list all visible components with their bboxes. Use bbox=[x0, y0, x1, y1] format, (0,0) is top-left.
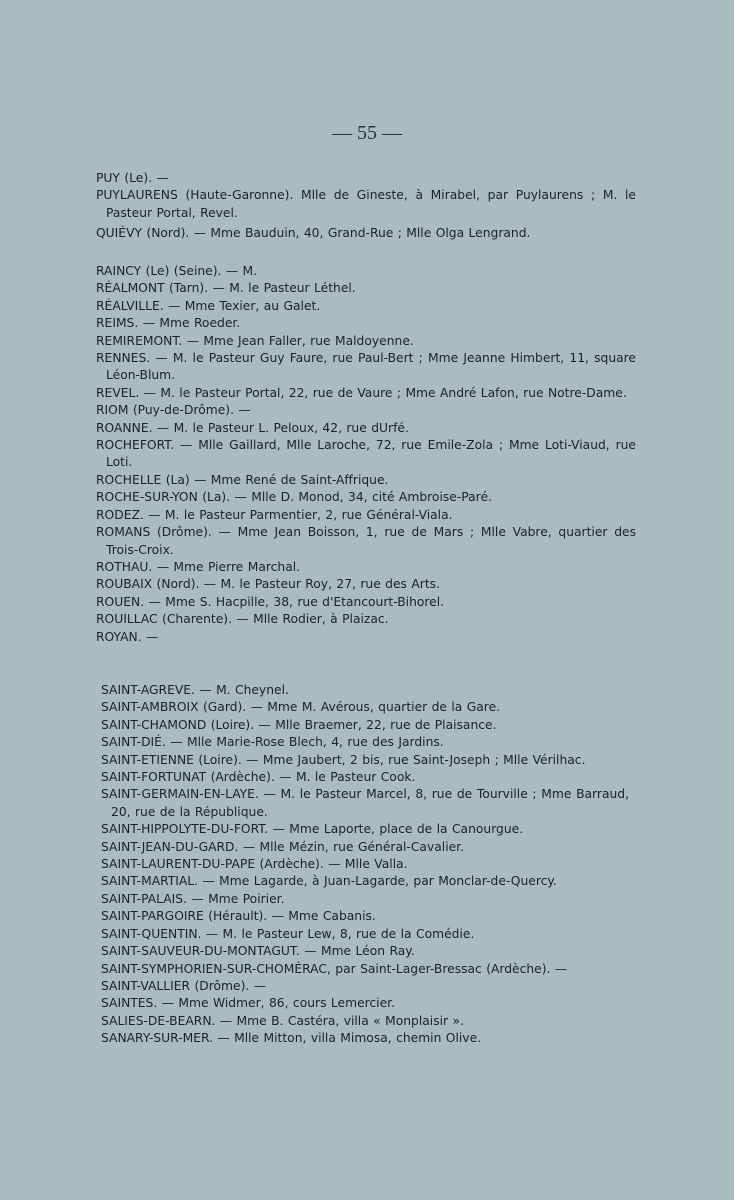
section-r bbox=[96, 263, 636, 646]
directory-entry: SAINT-AMBROIX (Gard). — Mme M. Avérous, quartier de la Gare. bbox=[101, 700, 501, 715]
directory-entry: SAINT-VALLIER (Drôme). — bbox=[101, 978, 266, 993]
directory-entry: SAINT-AGREVE. — M. Cheynel. bbox=[101, 683, 289, 697]
directory-entry: ROCHE-SUR-YON (La). — Mlle D. Monod, 34, cité Ambroise-Paré. bbox=[96, 490, 492, 505]
directory-entry: REIMS. — Mme Roeder. bbox=[96, 316, 241, 331]
directory-entry: RIOM (Puy-de-Drôme). — bbox=[96, 403, 251, 418]
directory-entry: SAINT-HIPPOLYTE-DU-FORT. — Mme Laporte, place de la Canourgue. bbox=[101, 822, 524, 837]
directory-entry: SAINTES. — Mme Widmer, 86, cours Lemercier. bbox=[101, 996, 395, 1011]
directory-entry: ROANNE. — M. le Pasteur L. Peloux, 42, rue dUrfé. bbox=[96, 420, 409, 435]
directory-entry: QUIÉVY (Nord). — Mme Bauduin, 40, Grand-Rue ; Mlle Olga Lengrand. bbox=[96, 226, 531, 240]
directory-entry: SAINT-DIÉ. — Mlle Marie-Rose Blech, 4, rue des Jardins. bbox=[101, 735, 444, 750]
directory-entry: SAINT-JEAN-DU-GARD. — Mlle Mézin, rue Général-Cavalier. bbox=[101, 839, 465, 854]
directory-entry: SANARY-SUR-MER. — Mlle Mitton, villa Mimosa, chemin Olive. bbox=[101, 1031, 482, 1046]
directory-entry: RAINCY (Le) (Seine). — M. bbox=[96, 264, 258, 278]
directory-entry: ROYAN. — bbox=[96, 629, 159, 644]
directory-entry: SAINT-CHAMOND (Loire). — Mlle Braemer, 22, rue de Plaisance. bbox=[101, 717, 497, 732]
directory-entry: RÉALMONT (Tarn). — M. le Pasteur Léthel. bbox=[96, 281, 356, 296]
directory-entry: RODEZ. — M. le Pasteur Parmentier, 2, rue Général-Viala. bbox=[96, 507, 453, 522]
directory-entry: RÉALVILLE. — Mme Texier, au Galet. bbox=[96, 298, 321, 313]
directory-entry: REVEL. — M. le Pasteur Portal, 22, rue de Vaure ; Mme André Lafon, rue Notre-Dame. bbox=[96, 385, 627, 400]
page-number: — 55 — bbox=[332, 122, 402, 144]
directory-entry: SAINT-GERMAIN-EN-LAYE. — M. le Pasteur Marcel, 8, rue de Tourville ; Mme Barraud, 20, rue de la République. bbox=[101, 787, 629, 819]
directory-entry: SAINT-SYMPHORIEN-SUR-CHOMÉRAC, par Saint-Lager-Bressac (Ardèche). — bbox=[101, 961, 568, 976]
directory-entry: ROUBAIX (Nord). — M. le Pasteur Roy, 27, rue des Arts. bbox=[96, 577, 440, 592]
directory-entry: SAINT-LAURENT-DU-PAPE (Ardèche). — Mlle Valla. bbox=[101, 857, 408, 872]
directory-entry: SAINT-QUENTIN. — M. le Pasteur Lew, 8, rue de la Comédie. bbox=[101, 926, 475, 941]
directory-entry: RENNES. — M. le Pasteur Guy Faure, rue Paul-Bert ; Mme Jeanne Himbert, 11, square Léon-Blum. bbox=[96, 351, 636, 383]
directory-entry: SAINT-MARTIAL. — Mme Lagarde, à Juan-Lagarde, par Monclar-de-Quercy. bbox=[101, 874, 557, 889]
directory-entry: SAINT-ETIENNE (Loire). — Mme Jaubert, 2 bis, rue Saint-Joseph ; Mlle Vérilhac. bbox=[101, 752, 586, 767]
directory-entry: SAINT-PARGOIRE (Hérault). — Mme Cabanis. bbox=[101, 909, 376, 924]
directory-entry: ROCHEFORT. — Mlle Gaillard, Mlle Laroche, 72, rue Emile-Zola ; Mme Loti-Viaud, rue Loti. bbox=[96, 438, 636, 470]
section-p bbox=[96, 170, 636, 222]
directory-entry: SAINT-SAUVEUR-DU-MONTAGUT. — Mme Léon Ray. bbox=[101, 944, 415, 959]
directory-entry: SALIES-DE-BEARN. — Mme B. Castéra, villa « Monplaisir ». bbox=[101, 1013, 464, 1028]
directory-entry: PUYLAURENS (Haute-Garonne). Mlle de Gineste, à Mirabel, par Puylaurens ; M. le Pasteur Portal, Revel. bbox=[96, 188, 636, 220]
section-s bbox=[101, 682, 629, 1048]
directory-entry: ROMANS (Drôme). — Mme Jean Boisson, 1, rue de Mars ; Mlle Vabre, quartier des Trois-Croix. bbox=[96, 525, 636, 557]
section-q bbox=[96, 225, 636, 242]
directory-entry: ROUEN. — Mme S. Hacpille, 38, rue d'Etancourt-Bihorel. bbox=[96, 594, 445, 609]
directory-entry: ROUILLAC (Charente). — Mlle Rodier, à Plaizac. bbox=[96, 612, 389, 627]
directory-entry: PUY (Le). — bbox=[96, 171, 169, 185]
directory-entry: SAINT-PALAIS. — Mme Poirier. bbox=[101, 891, 285, 906]
directory-entry: SAINT-FORTUNAT (Ardèche). — M. le Pasteur Cook. bbox=[101, 770, 416, 785]
directory-entry: ROTHAU. — Mme Pierre Marchal. bbox=[96, 559, 301, 574]
directory-entry: ROCHELLE (La) — Mme René de Saint-Affrique. bbox=[96, 472, 389, 487]
directory-entry: REMIREMONT. — Mme Jean Faller, rue Maldoyenne. bbox=[96, 333, 414, 348]
